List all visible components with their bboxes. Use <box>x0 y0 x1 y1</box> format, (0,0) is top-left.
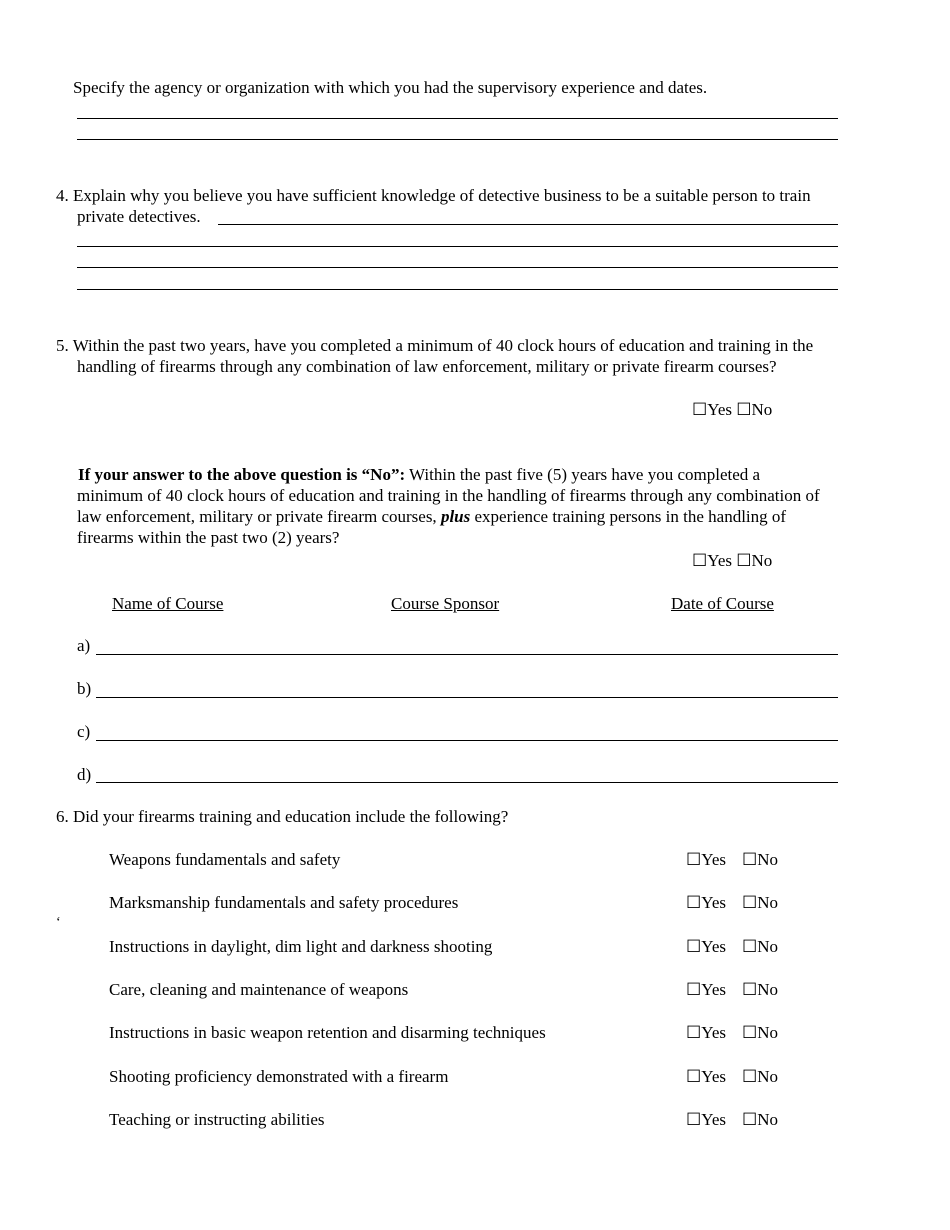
q6-item-no-checkbox[interactable]: ☐No <box>741 937 779 956</box>
q6-item-label: Weapons fundamentals and safety <box>109 850 341 869</box>
q6-item-answer <box>686 893 778 913</box>
q5-text-line-1: 5. Within the past two years, have you completed a minimum of 40 clock hours of education and training in the <box>56 336 814 355</box>
followup-text-line-4: firearms within the past two (2) years? <box>77 528 340 547</box>
q6-item-yes-checkbox[interactable]: ☐Yes <box>686 1023 726 1042</box>
q4-answer-line-1[interactable] <box>218 224 838 225</box>
q6-item-no-checkbox[interactable]: ☐No <box>741 1110 779 1129</box>
followup-text-line-2: minimum of 40 clock hours of education and training in the handling of firearms through any combination of <box>77 486 820 505</box>
q6-item-yes-checkbox[interactable]: ☐Yes <box>686 893 726 912</box>
q5-no-checkbox[interactable]: ☐No <box>736 400 773 419</box>
q6-item-answer <box>686 980 778 1000</box>
q6-item-yes-checkbox[interactable]: ☐Yes <box>686 980 726 999</box>
q6-item-answer <box>686 1023 778 1043</box>
followup-text-line-1 <box>78 465 760 485</box>
q6-item-label: Instructions in daylight, dim light and darkness shooting <box>109 937 493 956</box>
q6-item-no-checkbox[interactable]: ☐No <box>741 850 779 869</box>
q6-item-answer <box>686 937 778 957</box>
q6-item-label: Marksmanship fundamentals and safety procedures <box>109 893 459 912</box>
followup-line-3-post: experience training persons in the handling of <box>470 507 787 526</box>
q6-item-label: Instructions in basic weapon retention and disarming techniques <box>109 1023 546 1042</box>
q6-item-answer <box>686 1110 778 1130</box>
followup-answer <box>692 551 772 571</box>
course-row-line[interactable] <box>96 740 838 741</box>
q4-text-line-1: 4. Explain why you believe you have sufficient knowledge of detective business to be a suitable person to train <box>56 186 811 205</box>
course-row-line[interactable] <box>96 697 838 698</box>
q6-item-label: Shooting proficiency demonstrated with a firearm <box>109 1067 449 1086</box>
q6-item-label: Care, cleaning and maintenance of weapons <box>109 980 409 999</box>
q4-text-line-2: private detectives. <box>77 207 201 226</box>
followup-line-1-rest: Within the past five (5) years have you completed a <box>405 465 761 484</box>
course-sponsor-header: Course Sponsor <box>391 594 500 613</box>
q6-question-text: 6. Did your firearms training and education include the following? <box>56 807 509 826</box>
followup-text-line-3 <box>77 507 786 527</box>
q6-item-yes-checkbox[interactable]: ☐Yes <box>686 937 726 956</box>
q5-text-line-2: handling of firearms through any combination of law enforcement, military or private firearm courses? <box>77 357 777 376</box>
q6-item-no-checkbox[interactable]: ☐No <box>741 1023 779 1042</box>
course-row-label: a) <box>77 636 91 655</box>
course-date-header: Date of Course <box>671 594 774 613</box>
course-row-label: c) <box>77 722 91 741</box>
q6-item-answer <box>686 1067 778 1087</box>
q4-answer-line-3[interactable] <box>77 267 838 268</box>
followup-yes-checkbox[interactable]: ☐Yes <box>692 551 732 570</box>
q4-answer-line-4[interactable] <box>77 289 838 290</box>
q5-yes-checkbox[interactable]: ☐Yes <box>692 400 732 419</box>
course-row-line[interactable] <box>96 654 838 655</box>
followup-bold-lead: If your answer to the above question is “No”: <box>78 465 406 484</box>
course-row-line[interactable] <box>96 782 838 783</box>
q6-item-no-checkbox[interactable]: ☐No <box>741 980 779 999</box>
q5-answer <box>692 400 772 420</box>
q6-item-yes-checkbox[interactable]: ☐Yes <box>686 1110 726 1129</box>
course-row-label: b) <box>77 679 92 698</box>
course-name-header: Name of Course <box>112 594 224 613</box>
followup-plus-emphasis: plus <box>440 507 471 526</box>
q6-item-answer <box>686 850 778 870</box>
followup-line-3-pre: law enforcement, military or private firearm courses, <box>77 507 441 526</box>
q3-answer-line-1[interactable] <box>77 118 838 119</box>
q3-specify-text: Specify the agency or organization with which you had the supervisory experience and dates. <box>73 78 708 97</box>
q4-answer-line-2[interactable] <box>77 246 838 247</box>
q6-item-no-checkbox[interactable]: ☐No <box>741 1067 779 1086</box>
q6-item-yes-checkbox[interactable]: ☐Yes <box>686 850 726 869</box>
q3-answer-line-2[interactable] <box>77 139 838 140</box>
q6-item-label: Teaching or instructing abilities <box>109 1110 325 1129</box>
stray-mark: ‘ <box>56 915 61 930</box>
q6-item-no-checkbox[interactable]: ☐No <box>741 893 779 912</box>
followup-no-checkbox[interactable]: ☐No <box>736 551 773 570</box>
course-row-label: d) <box>77 765 92 784</box>
q6-item-yes-checkbox[interactable]: ☐Yes <box>686 1067 726 1086</box>
